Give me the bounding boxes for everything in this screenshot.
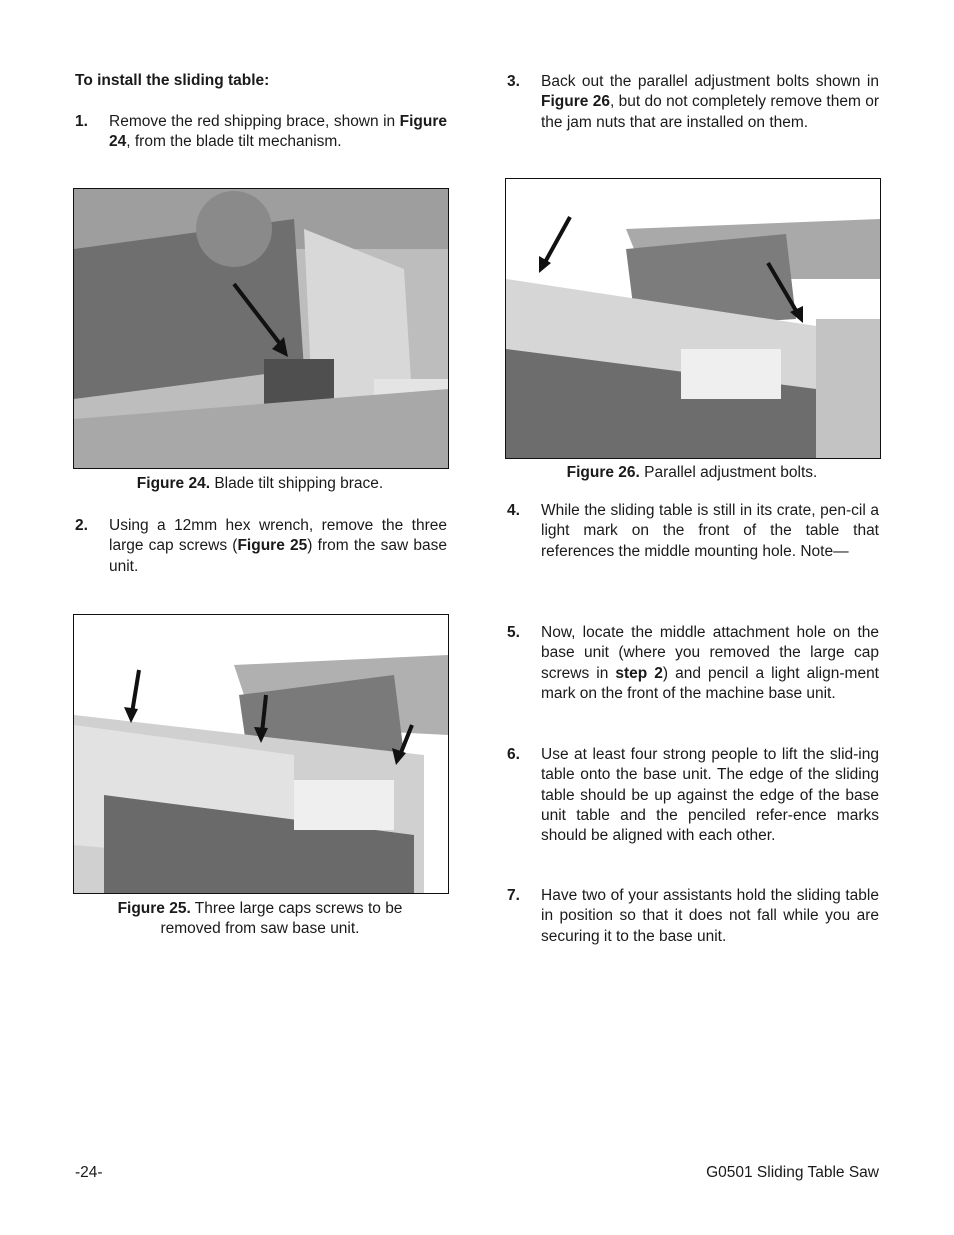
figure-26-photo [505,178,881,459]
step-number: 2. [75,517,88,534]
page-number: -24- [75,1164,103,1181]
step-text: Remove the red shipping brace, shown in Figure 24, from the blade tilt mechanism. [109,113,447,151]
document-title: G0501 Sliding Table Saw [706,1164,879,1181]
figure-24-caption: Figure 24. Blade tilt shipping brace. [136,475,384,492]
figure-25-caption: Figure 25. Three large caps screws to be removed from saw base unit. [117,900,403,938]
figure-24-photo [73,188,449,469]
step-7 [507,886,879,947]
step-number: 7. [507,887,520,904]
step-text: Back out the parallel adjustment bolts shown in Figure 26, but do not completely remove them or the jam nuts that are installed on them. [541,73,879,131]
step-text: Have two of your assistants hold the sliding table in position so that it does not fall while you are securing it to the base unit. [541,887,879,945]
step-2 [75,516,447,577]
step-number: 5. [507,624,520,641]
step-text: While the sliding table is still in its crate, pen-cil a light mark on the front of the table that references the middle mounting hole. Note— [541,502,879,560]
step-4 [507,501,879,562]
section-heading: To install the sliding table: [75,72,270,89]
step-number: 1. [75,113,88,130]
step-number: 3. [507,73,520,90]
step-text: Using a 12mm hex wrench, remove the three large cap screws (Figure 25) from the saw base unit. [109,517,447,575]
step-3 [507,72,879,133]
figure-25-photo [73,614,449,894]
step-number: 6. [507,746,520,763]
figure-26-caption: Figure 26. Parallel adjustment bolts. [566,464,818,481]
step-text: Now, locate the middle attachment hole on the base unit (where you removed the large cap screws in step 2) and pencil a light align-ment mark on the front of the machine base unit. [541,624,879,702]
step-1 [75,112,447,153]
step-5 [507,623,879,704]
step-number: 4. [507,502,520,519]
step-6 [507,745,879,846]
step-text: Use at least four strong people to lift the slid-ing table onto the base unit. The edge of the sliding table should be up against the edge of the base unit table and the penciled refer-ence marks should be aligned with each other. [541,746,879,845]
